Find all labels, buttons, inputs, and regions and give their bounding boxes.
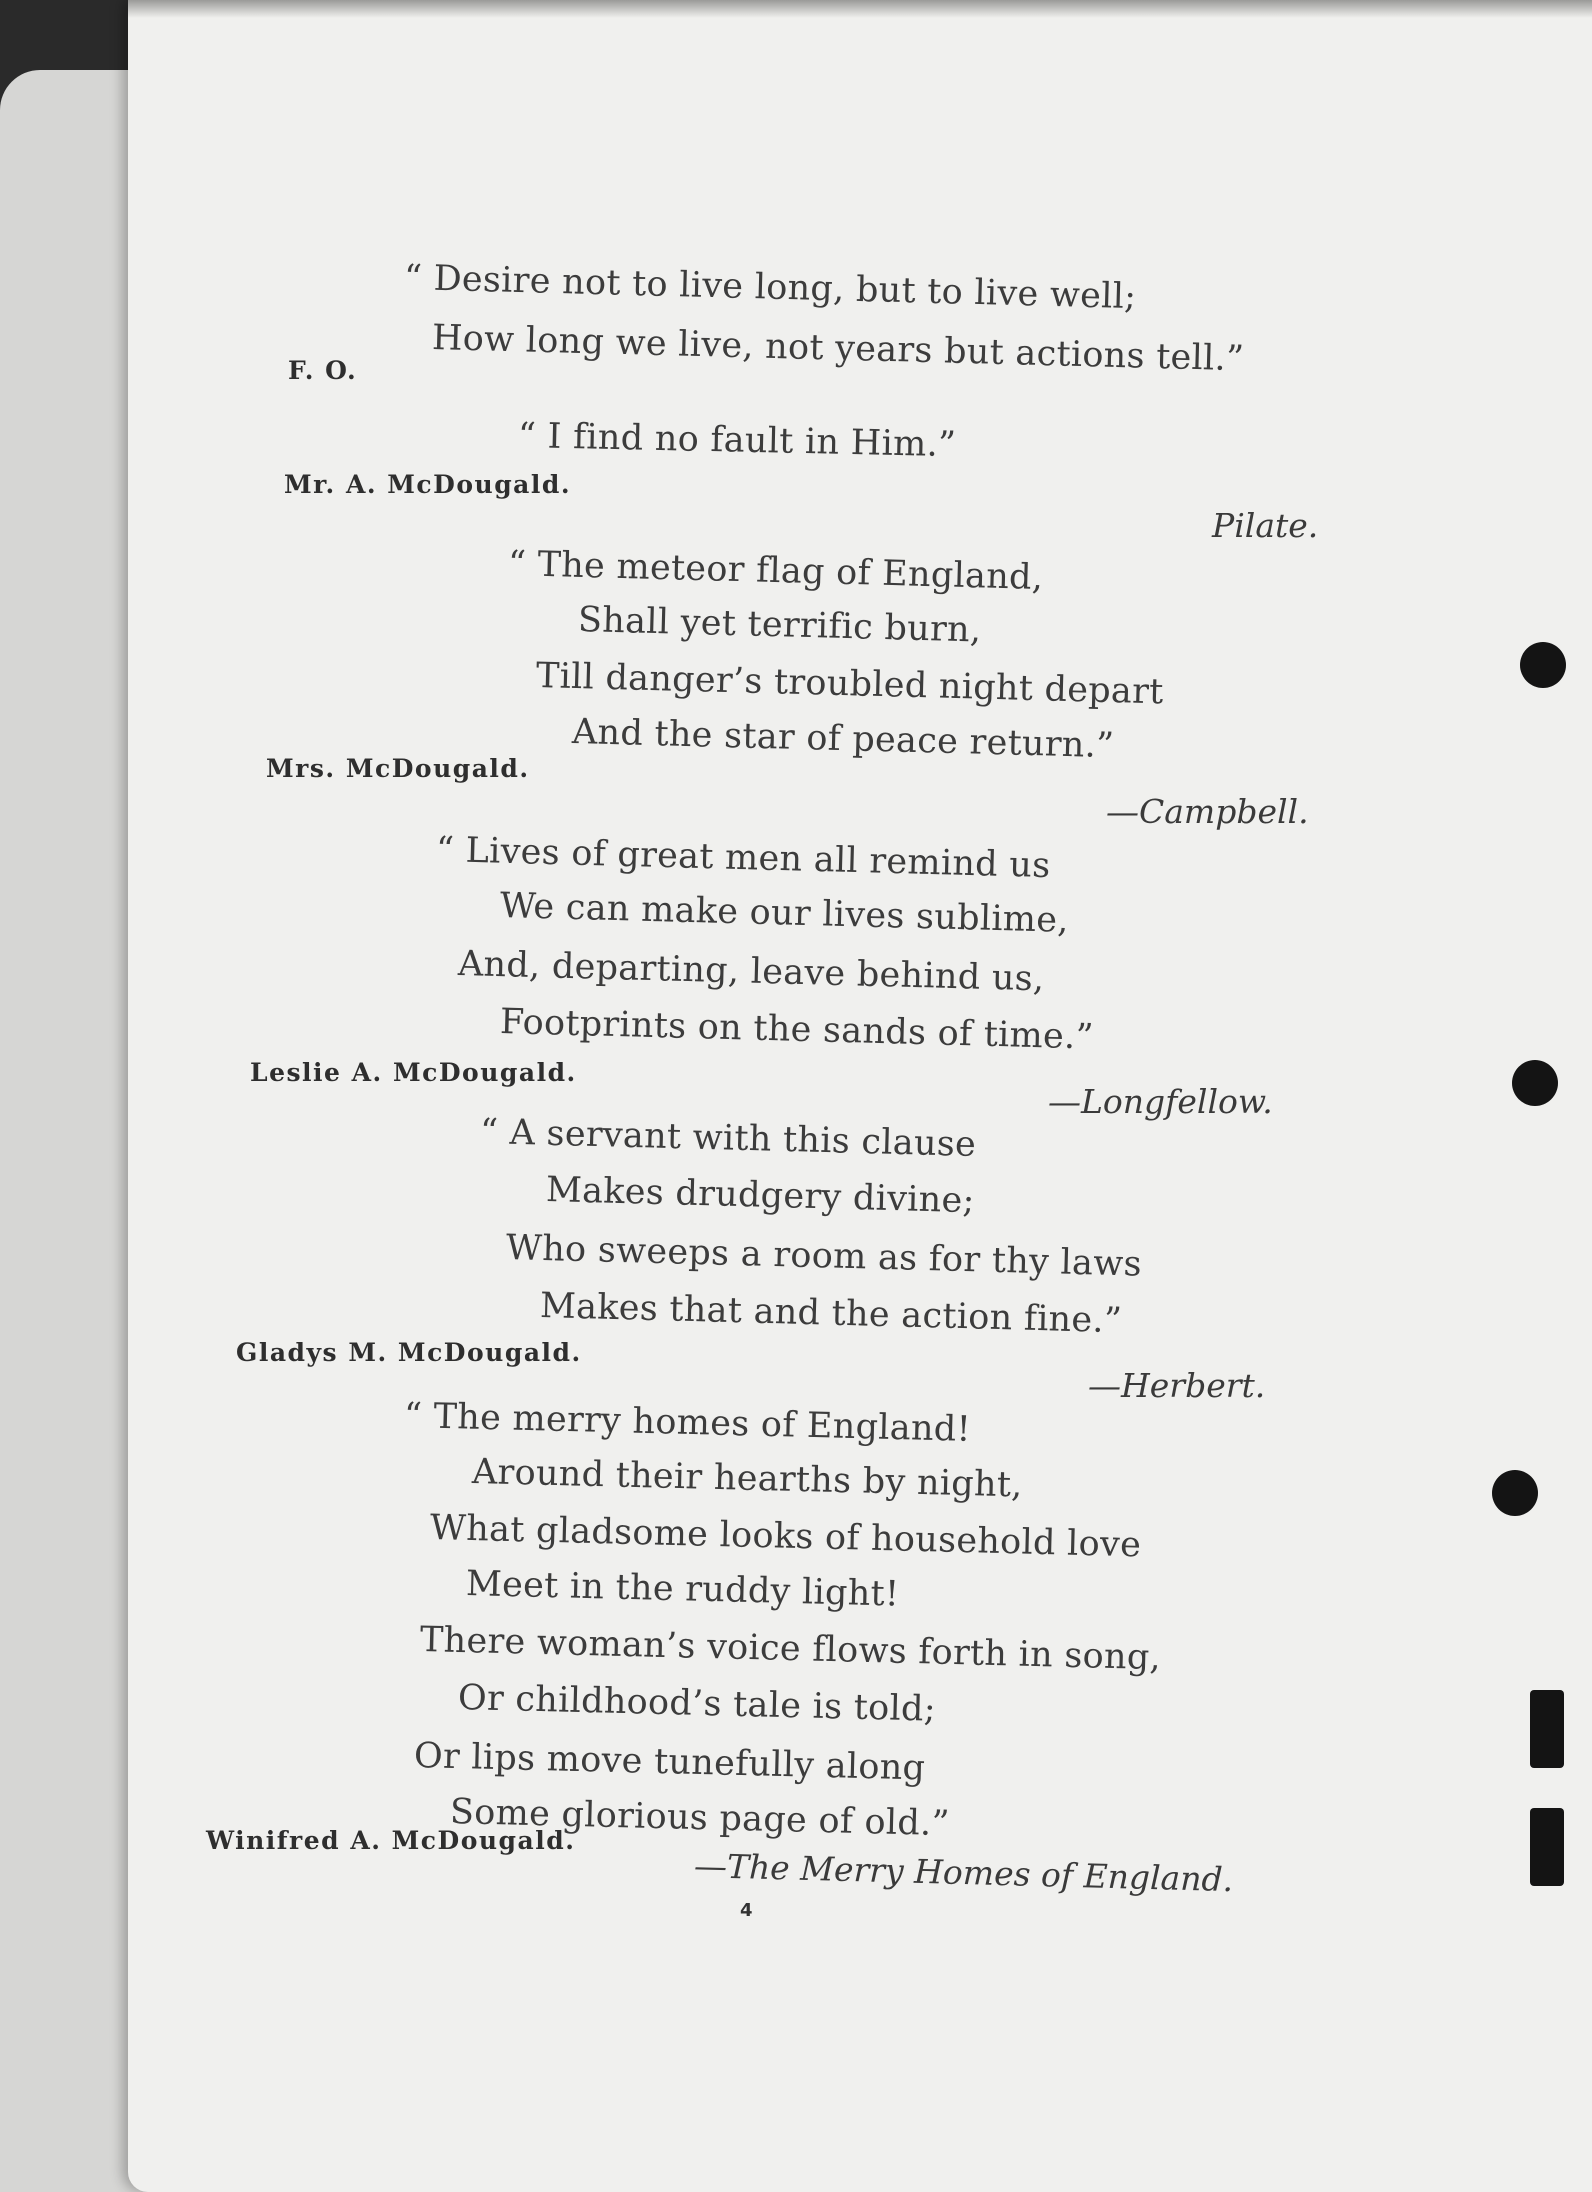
quote-6-name: Winifred A. McDougald. [206, 1826, 576, 1855]
quote-6-line-2: Around their hearths by night, [471, 1452, 1024, 1506]
quote-2-attribution: Pilate. [1212, 506, 1319, 545]
binder-hole-1 [1520, 642, 1566, 688]
page-top-shadow [128, 0, 1592, 18]
quote-3-line-1: “ The meteor flag of England, [507, 544, 1044, 599]
quote-2-line-1: “ I find no fault in Him.” [517, 416, 957, 466]
quote-1-line-1: “ Desire not to live long, but to live well; [403, 258, 1137, 318]
binder-slot-1 [1530, 1690, 1564, 1768]
quote-6-line-4: Meet in the ruddy light! [465, 1564, 900, 1615]
binder-hole-3 [1492, 1470, 1538, 1516]
quote-3-line-2: Shall yet terrific burn, [577, 600, 982, 651]
quote-3-name: Mrs. McDougald. [266, 754, 530, 783]
quote-6-line-3: What gladsome looks of household love [429, 1508, 1142, 1566]
quote-6-line-5: There woman’s voice flows forth in song, [419, 1620, 1162, 1679]
quote-5-line-4: Makes that and the action fine.” [539, 1286, 1123, 1342]
quote-1-name: F. O. [288, 356, 358, 385]
quote-2-name: Mr. A. McDougald. [284, 470, 572, 499]
binder-slot-2 [1530, 1808, 1564, 1886]
quote-3-line-4: And the star of peace return.” [571, 712, 1115, 767]
page-number: 4 [740, 1900, 753, 1921]
quote-4-line-1: “ Lives of great men all remind us [435, 830, 1051, 887]
quote-5-line-1: “ A servant with this clause [479, 1112, 977, 1165]
quote-6-line-8: Some glorious page of old.” [449, 1792, 951, 1845]
quote-5-line-2: Makes drudgery divine; [545, 1170, 976, 1222]
quote-6-attribution: —The Merry Homes of England. [693, 1846, 1234, 1900]
quote-1-line-2: How long we live, not years but actions tell.” [431, 318, 1245, 380]
quote-6-line-7: Or lips move tunefully along [413, 1736, 926, 1789]
quote-5-name: Gladys M. McDougald. [236, 1338, 582, 1367]
binder-hole-2 [1512, 1060, 1558, 1106]
quote-5-line-3: Who sweeps a room as for thy laws [505, 1228, 1143, 1285]
quote-4-line-3: And, departing, leave behind us, [457, 944, 1045, 1000]
quote-3-line-3: Till danger’s troubled night depart [535, 656, 1165, 713]
quote-4-line-2: We can make our lives sublime, [499, 886, 1070, 941]
quote-4-line-4: Footprints on the sands of time.” [499, 1002, 1095, 1058]
quote-4-name: Leslie A. McDougald. [250, 1058, 577, 1087]
quote-4-attribution: —Longfellow. [1048, 1082, 1273, 1121]
quote-3-attribution: —Campbell. [1106, 792, 1309, 831]
quote-6-line-6: Or childhood’s tale is told; [457, 1678, 937, 1730]
quote-6-line-1: “ The merry homes of England! [403, 1396, 972, 1450]
quote-5-attribution: —Herbert. [1088, 1366, 1266, 1405]
